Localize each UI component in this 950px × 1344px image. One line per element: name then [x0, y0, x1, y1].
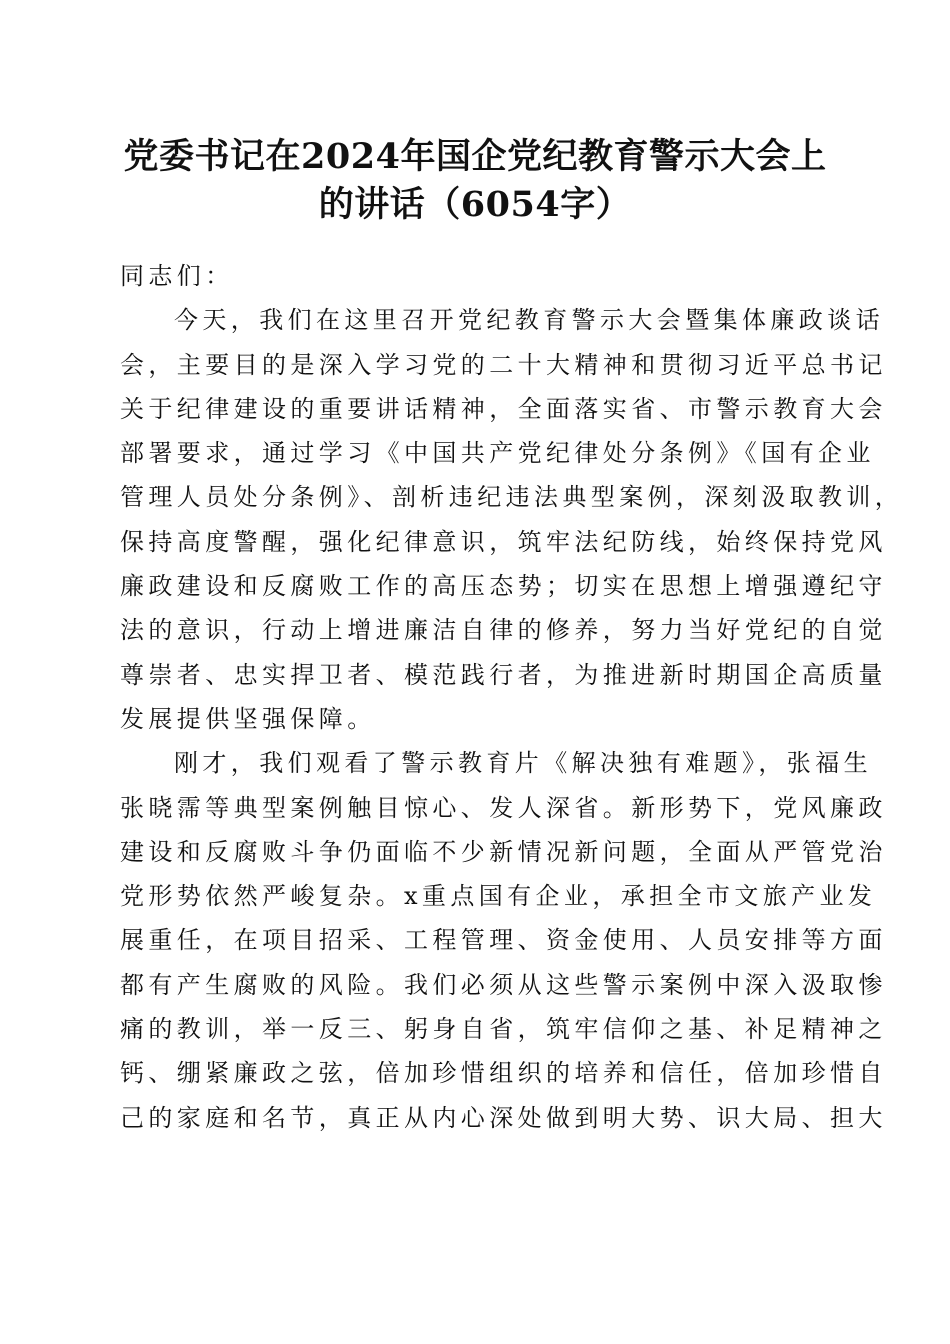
document-title [110, 133, 840, 229]
paragraph-line: 关于纪律建设的重要讲话精神，全面落实省、市警示教育大会 [120, 394, 887, 423]
paragraph-1 [120, 298, 904, 741]
title-line-2: 的讲话（6054字） [318, 184, 632, 225]
document-body [120, 254, 904, 1140]
paragraph-line: 发展提供坚强保障。 [120, 704, 376, 733]
paragraph-line: 廉政建设和反腐败工作的高压态势；切实在思想上增强遵纪守 [120, 572, 887, 601]
title-line-1: 党委书记在2024年国企党纪教育警示大会上 [123, 136, 827, 177]
paragraph-line: 都有产生腐败的风险。我们必须从这些警示案例中深入汲取惨 [120, 970, 887, 999]
paragraph-line: 党形势依然严峻复杂。x重点国有企业，承担全市文旅产业发 [120, 882, 877, 911]
paragraph-line: 部署要求，通过学习《中国共产党纪律处分条例》《国有企业 [120, 439, 875, 468]
paragraph-line: 张晓霈等典型案例触目惊心、发人深省。新形势下，党风廉政 [120, 793, 887, 822]
paragraph-line: 会，主要目的是深入学习党的二十大精神和贯彻习近平总书记 [120, 350, 887, 379]
paragraph-line: 痛的教训，举一反三、躬身自省，筑牢信仰之基、补足精神之 [120, 1015, 887, 1044]
paragraph-line: 尊崇者、忠实捍卫者、模范践行者，为推进新时期国企高质量 [120, 660, 887, 689]
paragraph-line: 己的家庭和名节，真正从内心深处做到明大势、识大局、担大 [120, 1103, 887, 1132]
paragraph-line: 今天，我们在这里召开党纪教育警示大会暨集体廉政谈话 [174, 306, 884, 335]
paragraph-2 [120, 741, 887, 1140]
paragraph-line: 管理人员处分条例》、剖析违纪违法典型案例，深刻汲取教训， [120, 483, 904, 512]
paragraph-line: 展重任，在项目招采、工程管理、资金使用、人员安排等方面 [120, 926, 887, 955]
paragraph-line: 刚才，我们观看了警示教育片《解决独有难题》，张福生 [174, 749, 872, 778]
salutation: 同志们： [120, 262, 234, 290]
paragraph-line: 钙、绷紧廉政之弦，倍加珍惜组织的培养和信任，倍加珍惜自 [120, 1059, 887, 1088]
paragraph-line: 保持高度警醒，强化纪律意识，筑牢法纪防线，始终保持党风 [120, 527, 887, 556]
paragraph-line: 法的意识，行动上增进廉洁自律的修养，努力当好党纪的自觉 [120, 616, 887, 645]
paragraph-line: 建设和反腐败斗争仍面临不少新情况新问题，全面从严管党治 [120, 837, 887, 866]
